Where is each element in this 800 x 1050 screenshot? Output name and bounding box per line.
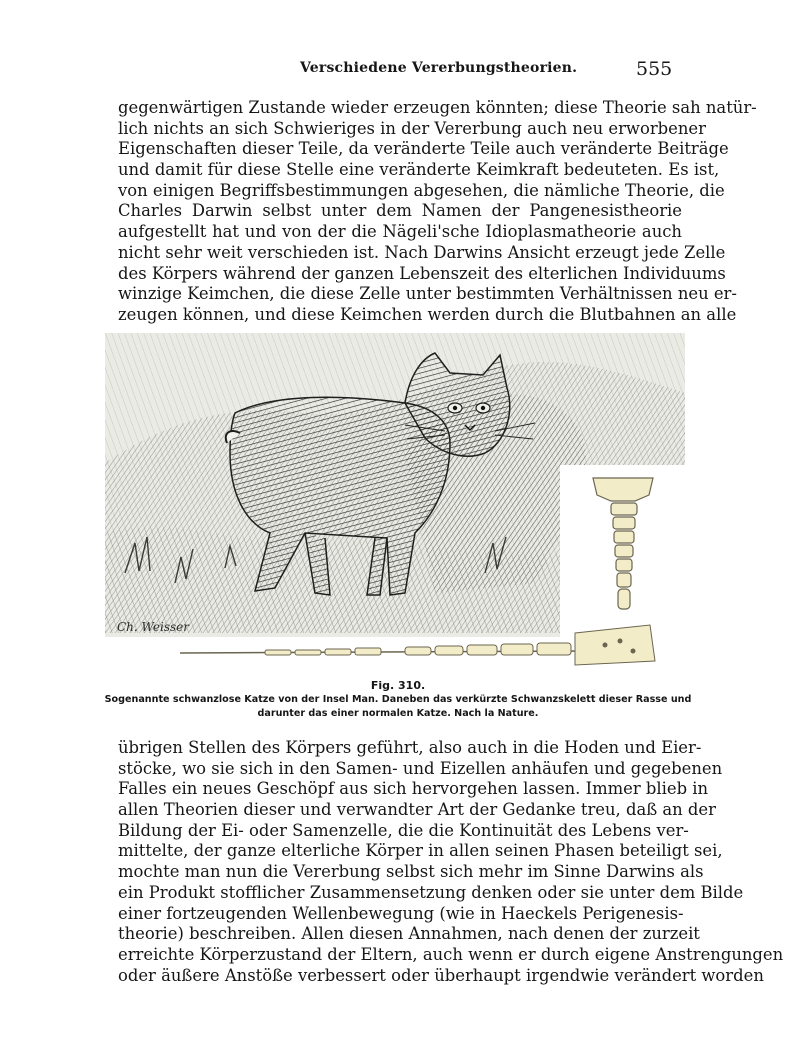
text-line: des Körpers während der ganzen Lebenszeit des elterlichen Individuums — [118, 263, 726, 283]
text-line: Falles ein neues Geschöpf aus sich hervorgehen lassen. Immer blieb in — [118, 779, 709, 799]
text-line: übrigen Stellen des Körpers geführt, also auch in die Hoden und Eier- — [118, 738, 702, 757]
text-line: winzige Keimchen, die diese Zelle unter bestimmten Verhältnissen neu er- — [118, 284, 737, 304]
text-line: Eigenschaften dieser Teile, da veränderte Teile auch veränderte Beiträge — [118, 139, 729, 159]
figure-caption — [100, 678, 696, 721]
text-line: Bildung der Ei- oder Samenzelle, die die Kontinuität des Lebens ver- — [118, 820, 689, 840]
text-line: theorie) beschreiben. Allen diesen Annahmen, nach denen der zurzeit — [118, 924, 700, 944]
text-line: Charles Darwin selbst unter dem Namen der Pangenesistheorie — [118, 201, 682, 221]
running-head — [0, 60, 800, 84]
figure-cat-engraving — [105, 333, 685, 673]
text-line: und damit für diese Stelle eine veränderte Keimkraft bedeuteten. Es ist, — [118, 160, 720, 180]
text-line: oder äußere Anstöße verbessert oder überhaupt irgendwie verändert worden — [118, 965, 764, 985]
artist-signature: Ch. Weisser — [117, 620, 189, 634]
text-line: erreichte Körperzustand der Eltern, auch wenn er durch eigene Anstrengungen — [118, 944, 784, 964]
text-line: gegenwärtigen Zustande wieder erzeugen könnten; diese Theorie sah natür- — [118, 98, 757, 117]
figure-label: Fig. 310. — [370, 679, 426, 692]
text-line: nicht sehr weit verschieden ist. Nach Darwins Ansicht erzeugt jede Zelle — [118, 242, 726, 262]
text-line: von einigen Begriffsbestimmungen abgesehen, die nämliche Theorie, die — [118, 180, 725, 200]
text-line: ein Produkt stofflicher Zusammensetzung denken oder sie unter dem Bilde — [118, 882, 744, 902]
engraving-illustration — [105, 333, 685, 673]
text-line: stöcke, wo sie sich in den Samen- und Eizellen anhäufen und gegebenen — [118, 758, 723, 778]
paragraph-top — [118, 98, 757, 326]
text-line: zeugen können, und diese Keimchen werden durch die Blutbahnen an alle — [118, 304, 737, 324]
caption-line: darunter das einer normalen Katze. Nach la Nature. — [257, 708, 539, 719]
page-number: 555 — [636, 58, 673, 80]
text-line: einer fortzeugenden Wellenbewegung (wie in Haeckels Perigenesis- — [118, 903, 684, 923]
text-line: mochte man nun die Vererbung selbst sich mehr im Sinne Darwins als — [118, 862, 704, 882]
paragraph-bottom — [118, 738, 784, 986]
text-line: allen Theorien dieser und verwandter Art der Gedanke treu, daß an der — [118, 800, 716, 820]
text-line: mittelte, der ganze elterliche Körper in allen seinen Phasen beteiligt sei, — [118, 841, 723, 861]
text-line: lich nichts an sich Schwieriges in der Vererbung auch neu erworbener — [118, 118, 706, 138]
caption-line: Sogenannte schwanzlose Katze von der Insel Man. Daneben das verkürzte Schwanzskelett dieser Rasse und — [104, 694, 692, 705]
running-title: Verschiedene Vererbungstheorien. — [300, 60, 578, 76]
text-line: aufgestellt hat und von der die Nägeli'sche Idioplasmatheorie auch — [118, 222, 682, 242]
